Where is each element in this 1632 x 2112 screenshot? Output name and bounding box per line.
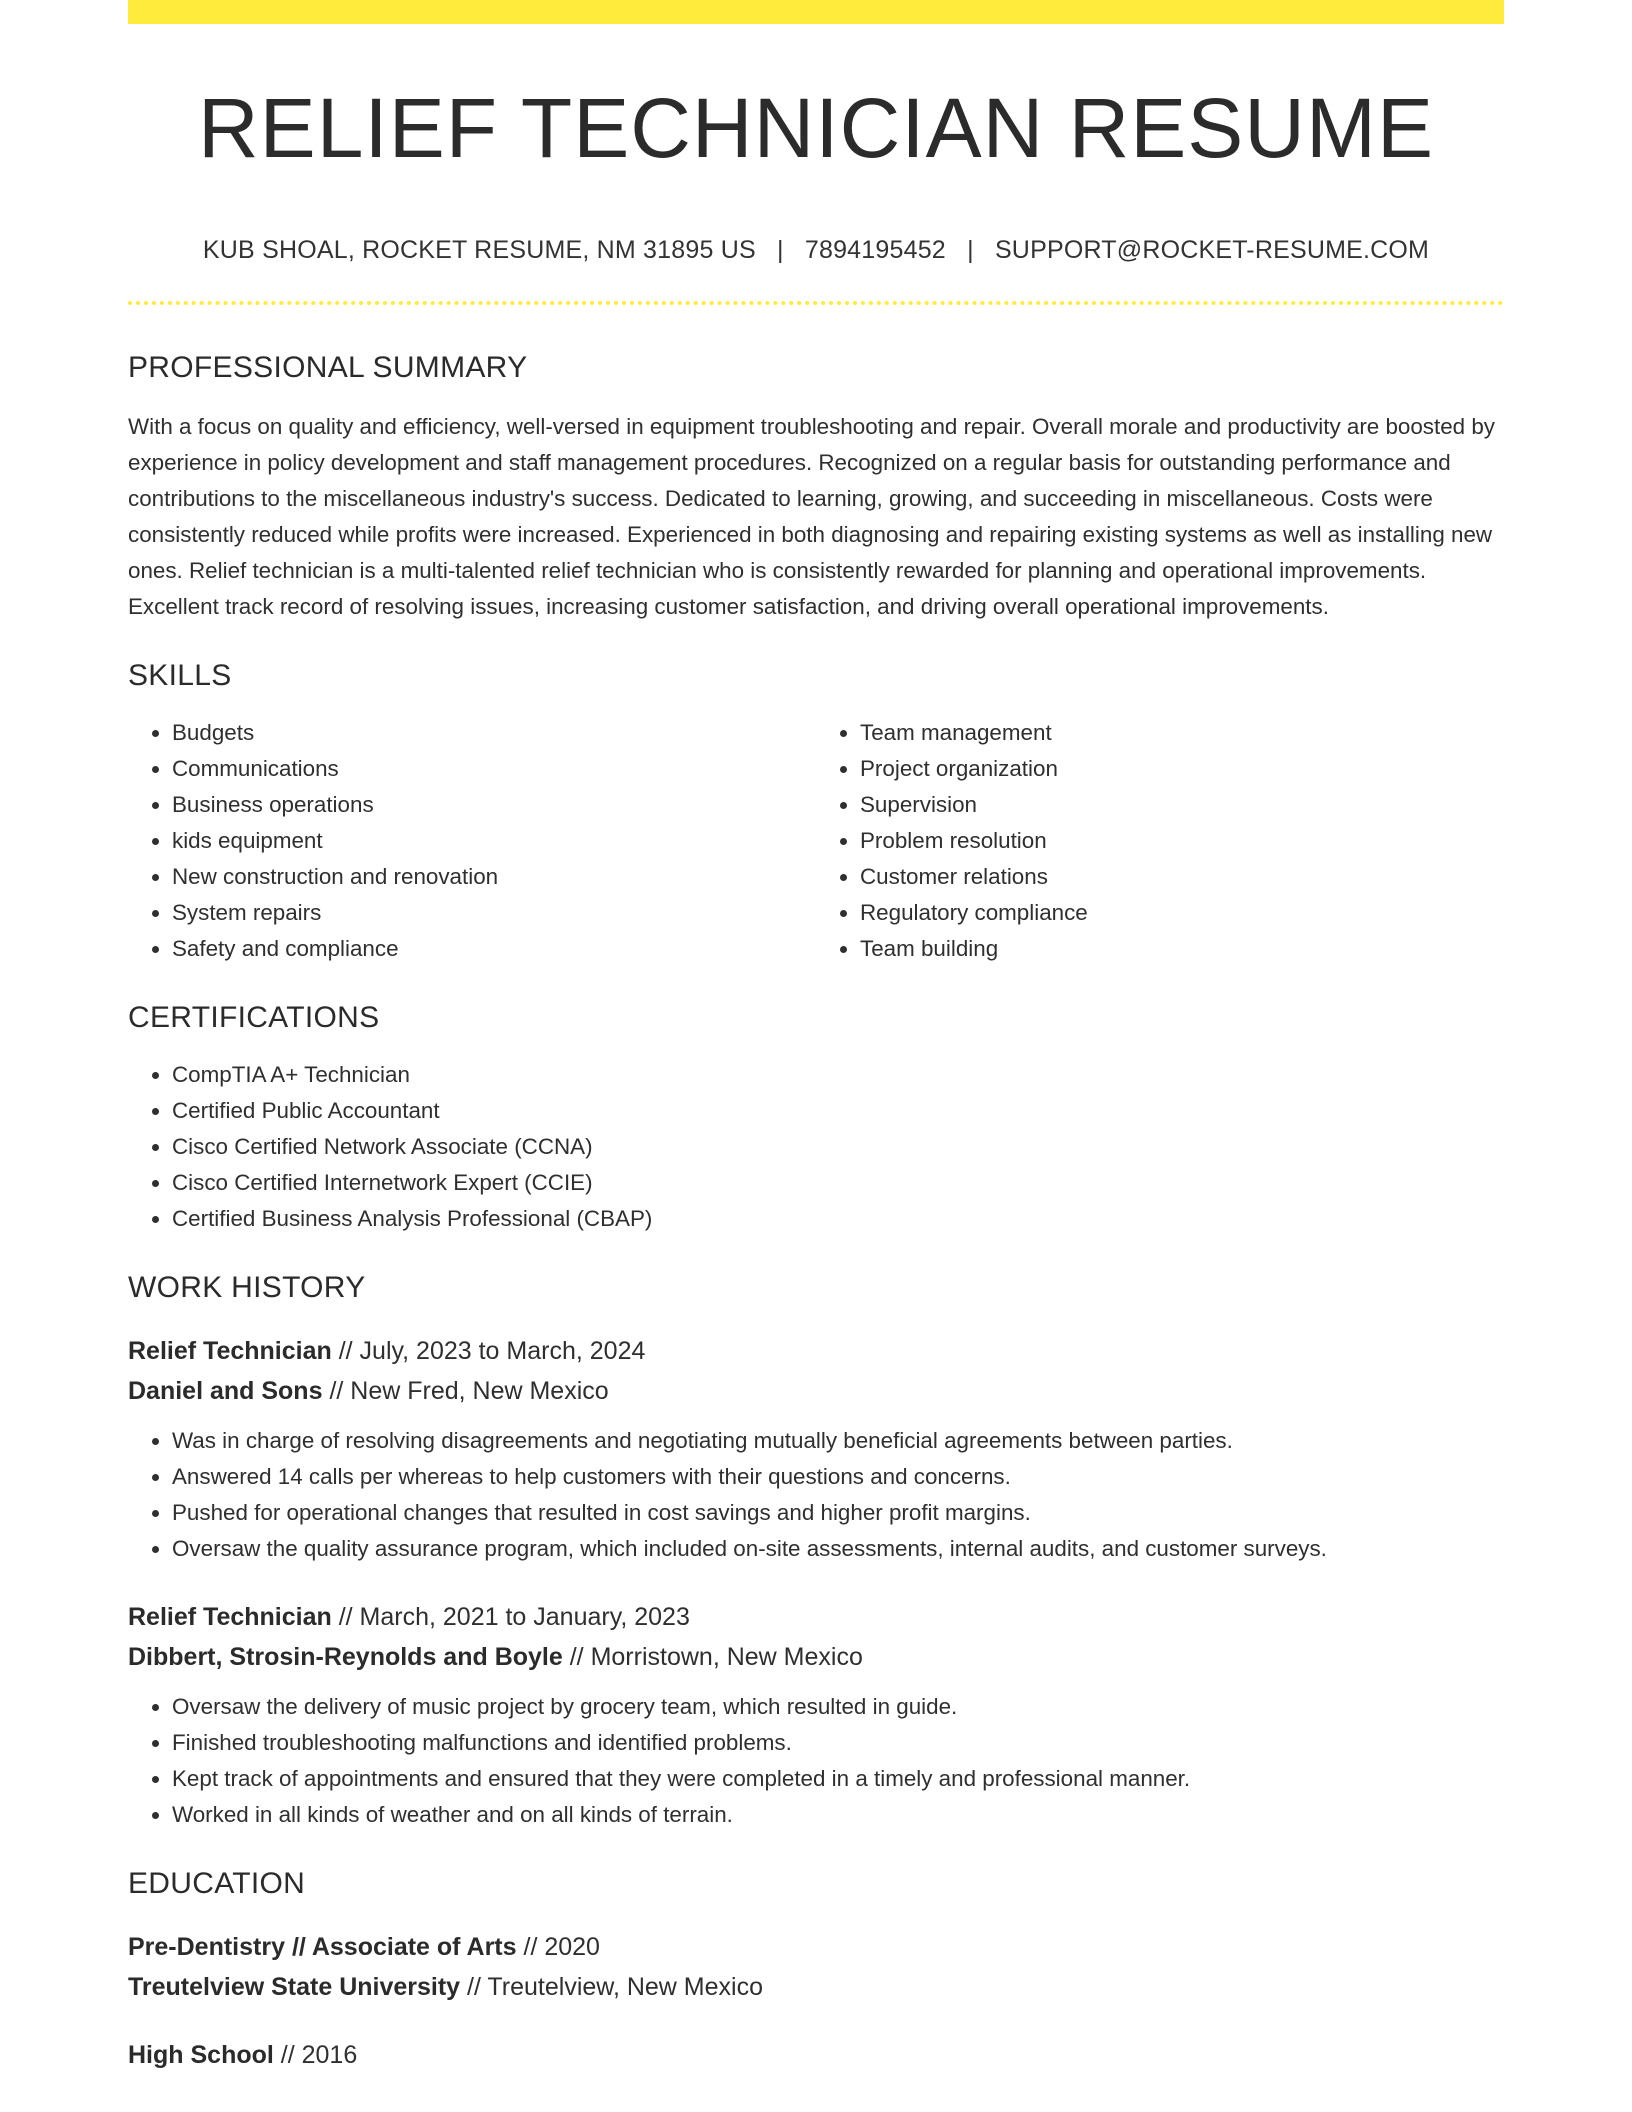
summary-text: With a focus on quality and efficiency, well-versed in equipment troubleshooting and repair. Overall morale and productivity are boosted by experience in policy development and staff management procedures. Recognized on a regular basis for outstanding performance and contributions to the miscellaneous industry's success. Dedicated to learning, growing, and succeeding in miscellaneous. Costs were consistently reduced while profits were increased. Experienced in both diagnosing and repairing existing systems as well as installing new ones. Relief technician is a multi-talented relief technician who is consistently rewarded for planning and operational improvements. Excellent track record of resolving issues, increasing customer satisfaction, and driving overall operational improvements. <box>128 414 1495 619</box>
skill-item: • Business operations <box>172 787 816 823</box>
summary-heading: PROFESSIONAL SUMMARY <box>128 351 528 384</box>
job-company-line <box>128 1637 1504 1677</box>
skill-item: • Budgets <box>172 715 816 751</box>
skill-item: • Team building <box>860 931 1504 967</box>
education-degree: High School <box>128 2041 274 2069</box>
contact-separator: | <box>967 236 974 264</box>
resume-title: RELIEF TECHNICIAN RESUME <box>198 81 1434 175</box>
job-bullet: • Oversaw the quality assurance program, which included on-site assessments, internal audits, and customer surveys. <box>172 1531 1504 1567</box>
job-bullet: • Was in charge of resolving disagreements and negotiating mutually beneficial agreements between parties. <box>172 1423 1504 1459</box>
job-title-line <box>128 1597 1504 1637</box>
job-company: Daniel and Sons <box>128 1377 323 1405</box>
accent-bar <box>128 0 1504 24</box>
dotted-divider <box>128 301 1504 305</box>
skill-item: • Team management <box>860 715 1504 751</box>
job-bullet: • Oversaw the delivery of music project by grocery team, which resulted in guide. <box>172 1689 1504 1725</box>
job-title: Relief Technician <box>128 1337 332 1365</box>
education-entry <box>128 2035 1504 2075</box>
contact-line <box>128 236 1504 265</box>
skill-item: • Communications <box>172 751 816 787</box>
skill-item: • Supervision <box>860 787 1504 823</box>
skill-item: • Customer relations <box>860 859 1504 895</box>
certification-item: • Cisco Certified Internetwork Expert (CCIE) <box>172 1165 1504 1201</box>
job-entry <box>128 1331 1504 1567</box>
education-heading: EDUCATION <box>128 1867 306 1900</box>
job-location: // New Fred, New Mexico <box>329 1377 609 1405</box>
skill-item: • System repairs <box>172 895 816 931</box>
summary-section <box>128 351 1504 625</box>
education-location: // Treutelview, New Mexico <box>467 1973 763 2001</box>
education-degree-line <box>128 1927 1504 1967</box>
skill-item: • Problem resolution <box>860 823 1504 859</box>
certifications-heading: CERTIFICATIONS <box>128 1001 380 1034</box>
job-bullet: • Answered 14 calls per whereas to help customers with their questions and concerns. <box>172 1459 1504 1495</box>
resume-page <box>128 0 1504 2075</box>
certifications-list <box>128 1057 1504 1237</box>
job-bullets <box>128 1689 1504 1833</box>
job-bullet: • Worked in all kinds of weather and on all kinds of terrain. <box>172 1797 1504 1833</box>
skills-section <box>128 659 1504 967</box>
certifications-section <box>128 1001 1504 1237</box>
job-bullet: • Pushed for operational changes that resulted in cost savings and higher profit margins. <box>172 1495 1504 1531</box>
contact-separator: | <box>777 236 784 264</box>
skill-item: • Project organization <box>860 751 1504 787</box>
education-school: Treutelview State University <box>128 1973 461 2001</box>
education-degree: Pre-Dentistry // Associate of Arts <box>128 1933 517 1961</box>
job-company-line <box>128 1371 1504 1411</box>
job-bullets <box>128 1423 1504 1567</box>
contact-phone: 7894195452 <box>804 236 946 264</box>
skills-columns <box>128 693 1504 967</box>
work-history-heading: WORK HISTORY <box>128 1271 366 1304</box>
job-bullet: • Finished troubleshooting malfunctions and identified problems. <box>172 1725 1504 1761</box>
skill-item: • New construction and renovation <box>172 859 816 895</box>
job-location: // Morristown, New Mexico <box>569 1643 863 1671</box>
skills-right-list <box>816 715 1504 967</box>
certification-item: • CompTIA A+ Technician <box>172 1057 1504 1093</box>
education-section <box>128 1867 1504 2075</box>
work-history-section <box>128 1271 1504 1833</box>
job-title: Relief Technician <box>128 1603 332 1631</box>
job-dates: // March, 2021 to January, 2023 <box>338 1603 690 1631</box>
job-dates: // July, 2023 to March, 2024 <box>338 1337 646 1365</box>
contact-email: SUPPORT@ROCKET-RESUME.COM <box>994 236 1430 264</box>
skill-item: • Regulatory compliance <box>860 895 1504 931</box>
skills-heading: SKILLS <box>128 659 232 692</box>
job-entry <box>128 1597 1504 1833</box>
job-company: Dibbert, Strosin-Reynolds and Boyle <box>128 1643 563 1671</box>
job-title-line <box>128 1331 1504 1371</box>
job-bullet: • Kept track of appointments and ensured that they were completed in a timely and professional manner. <box>172 1761 1504 1797</box>
skill-item: • kids equipment <box>172 823 816 859</box>
education-year: // 2016 <box>280 2041 358 2069</box>
certification-item: • Cisco Certified Network Associate (CCNA) <box>172 1129 1504 1165</box>
education-school-line <box>128 1967 1504 2007</box>
certification-item: • Certified Business Analysis Professional (CBAP) <box>172 1201 1504 1237</box>
certification-item: • Certified Public Accountant <box>172 1093 1504 1129</box>
skills-left-list <box>128 715 816 967</box>
education-year: // 2020 <box>523 1933 600 1961</box>
skill-item: • Safety and compliance <box>172 931 816 967</box>
education-entry <box>128 1927 1504 2007</box>
education-degree-line <box>128 2035 1504 2075</box>
contact-address: KUB SHOAL, ROCKET RESUME, NM 31895 US <box>202 236 756 264</box>
